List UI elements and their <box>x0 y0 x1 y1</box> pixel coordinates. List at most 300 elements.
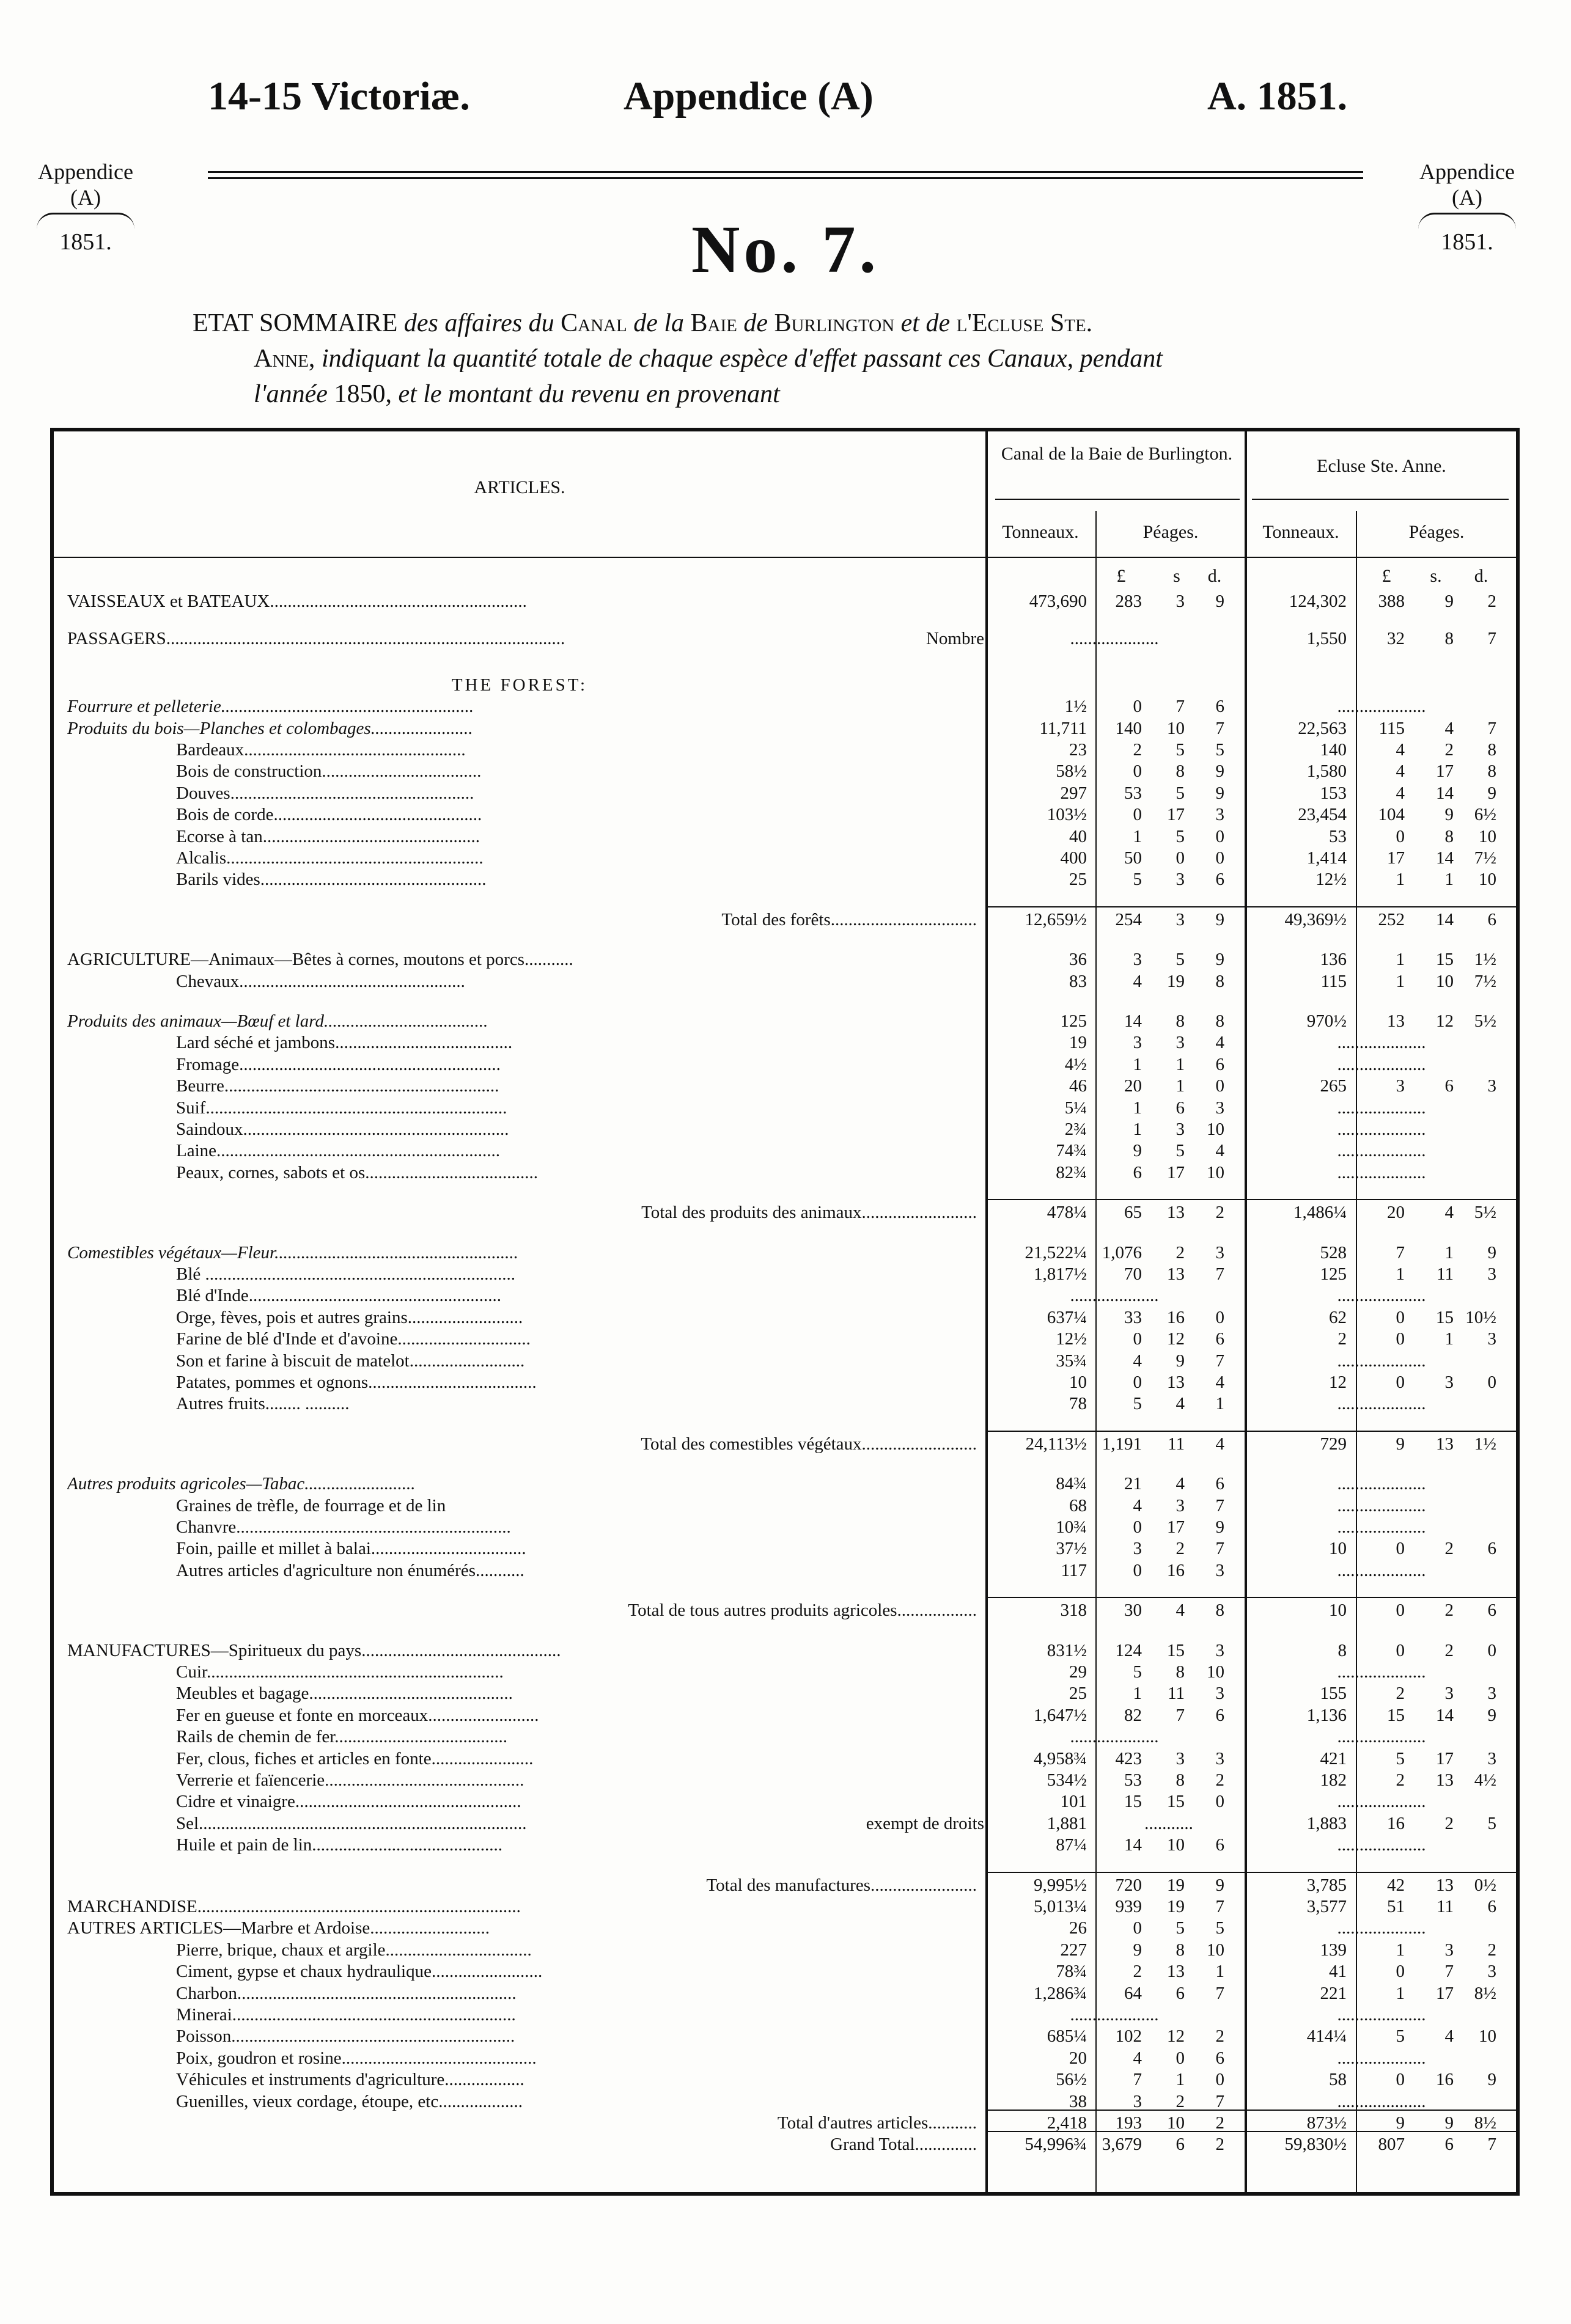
table-row <box>54 1264 1516 1286</box>
row-label: Verrerie et faïencerie............................................. <box>176 1770 524 1790</box>
cell-s2: 9 <box>1444 805 1454 825</box>
col-header-ecluse: Ecluse Ste. Anne. <box>1317 456 1446 476</box>
cell-t1: 4½ <box>1064 1054 1087 1074</box>
total-label: Total des comestibles végétaux.......................... <box>641 1434 977 1454</box>
cell-s1: 6 <box>1175 1983 1185 2003</box>
cell-s2: 15 <box>1436 1307 1454 1327</box>
cell-p2: 51 <box>1387 1897 1405 1916</box>
cell-dots-ecluse: .................... <box>1337 1517 1426 1537</box>
row-note: Nombre <box>925 629 984 649</box>
cell-p2: 0 <box>1396 1307 1405 1327</box>
cell-s2: 4 <box>1444 2026 1454 2047</box>
cell-s2: 9 <box>1444 2113 1454 2133</box>
table-row <box>54 1203 1516 1224</box>
intro-p1: ETAT SOMMAIRE <box>193 309 398 337</box>
cell-t1: 25 <box>1069 870 1087 890</box>
table-row <box>54 1055 1516 1076</box>
cell-d2: 7 <box>1487 629 1496 649</box>
cell-t2: 136 <box>1320 950 1347 970</box>
cell-p2: 7 <box>1396 1242 1405 1263</box>
section-heading: THE FOREST: <box>451 675 588 695</box>
cell-dots-ecluse: .................... <box>1337 1286 1426 1306</box>
cell-p1: 0 <box>1133 805 1142 825</box>
cell-d1: 7 <box>1215 1539 1224 1559</box>
cell-s1: 12 <box>1167 2026 1185 2047</box>
cell-s1: 11 <box>1168 1434 1185 1454</box>
table-row <box>54 1163 1516 1184</box>
cell-d2: 5½ <box>1474 1011 1496 1031</box>
cell-p1: 4 <box>1133 1495 1142 1516</box>
cell-d1: 6 <box>1215 1054 1224 1074</box>
cell-t1: 2,418 <box>1047 2113 1087 2133</box>
cell-s1: 13 <box>1167 1373 1185 1392</box>
table-row <box>54 675 1516 697</box>
table-row <box>54 1243 1516 1264</box>
cell-p2: 1 <box>1396 950 1405 970</box>
table-row <box>54 910 1516 931</box>
cell-p2: 9 <box>1396 2113 1405 2133</box>
cell-s2: 10 <box>1436 971 1454 991</box>
cell-s2: 2 <box>1444 1539 1454 1559</box>
cell-s2: 13 <box>1436 1875 1454 1895</box>
cell-d2: 3 <box>1487 1076 1496 1096</box>
table-row <box>54 1600 1516 1622</box>
cell-p1: 1 <box>1133 1054 1142 1074</box>
cell-p2: 0 <box>1396 1539 1405 1559</box>
cell-t1: 40 <box>1069 826 1087 846</box>
cell-p2: 0 <box>1396 1962 1405 1982</box>
cell-t2: 1,136 <box>1306 1705 1347 1725</box>
cell-t1: 82¾ <box>1056 1162 1087 1182</box>
table-row <box>54 1835 1516 1857</box>
cell-t1: 29 <box>1069 1662 1087 1682</box>
cell-s1: 3 <box>1175 1495 1185 1516</box>
cell-d2: 9 <box>1487 2070 1496 2090</box>
cell-t1: 46 <box>1069 1076 1087 1096</box>
cell-s1: 19 <box>1167 971 1185 991</box>
cell-s2: 13 <box>1436 1434 1454 1454</box>
cell-t2: 12½ <box>1315 870 1347 890</box>
cell-s2: 2 <box>1444 1600 1454 1621</box>
cell-s1: 15 <box>1167 1792 1185 1812</box>
cell-t1: 11,711 <box>1039 718 1087 738</box>
cell-s1: 3 <box>1175 1748 1185 1769</box>
table-row <box>54 1706 1516 1727</box>
table-row <box>54 1373 1516 1394</box>
cell-s1: 10 <box>1167 2113 1185 2133</box>
cell-d1: 6 <box>1215 870 1224 890</box>
row-note: exempt de droits <box>866 1813 984 1833</box>
cell-p2: 15 <box>1387 1705 1405 1725</box>
cell-d1: 9 <box>1215 761 1224 782</box>
cell-t1: 1,647½ <box>1034 1705 1087 1725</box>
cell-t1: 35¾ <box>1056 1351 1087 1371</box>
cell-p1: 2 <box>1133 1962 1142 1982</box>
cell-s1: 1 <box>1175 1054 1185 1074</box>
table-row <box>54 1962 1516 1983</box>
cell-d2: 5½ <box>1474 1203 1496 1223</box>
cell-p1: 1 <box>1133 1120 1142 1139</box>
cell-dots-ecluse: .................... <box>1337 1351 1426 1371</box>
cell-t2: 3,577 <box>1306 1897 1347 1916</box>
cell-p2: 2 <box>1396 1770 1405 1790</box>
cell-t1: 78 <box>1069 1394 1087 1414</box>
cell-t1: 1½ <box>1064 697 1087 717</box>
cell-d1: 6 <box>1215 1474 1224 1494</box>
cell-s1: 2 <box>1175 1242 1185 1263</box>
cell-s1: 7 <box>1175 697 1185 717</box>
table-row <box>54 972 1516 993</box>
cell-t1: 58½ <box>1056 761 1087 782</box>
cell-p1: 0 <box>1133 1918 1142 1938</box>
cell-t1: 103½ <box>1047 805 1087 825</box>
sidenote-right-line1: Appendice <box>1419 159 1515 184</box>
cell-s1: 5 <box>1175 1918 1185 1938</box>
cell-t2: 221 <box>1320 1983 1347 2003</box>
cell-d1: 0 <box>1215 848 1224 868</box>
sidenote-right-line2: (A) <box>1452 185 1482 210</box>
cell-p2: 1 <box>1396 1264 1405 1284</box>
col-header-articles: ARTICLES. <box>474 477 565 497</box>
header-center: Appendice (A) <box>624 74 874 119</box>
cell-t2: 53 <box>1329 826 1347 846</box>
cell-t2: 3,785 <box>1306 1875 1347 1895</box>
cell-dots-ecluse: .................... <box>1337 697 1426 717</box>
cell-dots-canal: .................... <box>1070 629 1159 649</box>
cell-t1: 400 <box>1060 848 1087 868</box>
cell-t2: 10 <box>1329 1539 1347 1559</box>
row-label: Poisson................................................................ <box>176 2026 515 2047</box>
cell-d1: 10 <box>1207 1662 1224 1682</box>
cell-p1: 423 <box>1115 1748 1142 1769</box>
cell-d1: 10 <box>1207 1940 1224 1960</box>
cell-s1: 13 <box>1167 1203 1185 1223</box>
cell-s1: 3 <box>1175 1033 1185 1053</box>
table-row <box>54 1662 1516 1684</box>
total-rule <box>985 1431 1516 1432</box>
cell-p1: 9 <box>1133 1141 1142 1161</box>
cell-t1: 685¼ <box>1047 2026 1087 2047</box>
cell-d1: 3 <box>1215 1098 1224 1118</box>
unit-s-ecluse: s. <box>1430 566 1442 586</box>
cell-t2: 1,550 <box>1306 629 1347 649</box>
cell-s2: 1 <box>1444 1242 1454 1263</box>
row-label: Poix, goudron et rosine............................................ <box>176 2048 537 2068</box>
cell-p2: 104 <box>1378 805 1405 825</box>
cell-s1: 5 <box>1175 1141 1185 1161</box>
cell-s2: 1 <box>1444 1329 1454 1349</box>
cell-s2: 7 <box>1444 1962 1454 1982</box>
intro-p13: 1850, <box>334 380 392 408</box>
cell-p1: 30 <box>1124 1600 1142 1621</box>
cell-t1: 318 <box>1060 1600 1087 1621</box>
cell-d1: 9 <box>1215 1875 1224 1895</box>
cell-d1: 0 <box>1215 826 1224 846</box>
table-row <box>54 1727 1516 1748</box>
table-row <box>54 719 1516 740</box>
cell-s2: 3 <box>1444 1373 1454 1392</box>
cell-dots-ecluse: .................... <box>1337 1662 1426 1682</box>
cell-p1: 720 <box>1115 1875 1142 1895</box>
cell-d2: 0½ <box>1474 1875 1496 1895</box>
cell-t1: 637¼ <box>1047 1307 1087 1327</box>
table-row <box>54 805 1516 826</box>
cell-s1: 11 <box>1168 1684 1185 1704</box>
cell-t1: 2¾ <box>1064 1120 1087 1139</box>
cell-dots-canal: .................... <box>1070 1286 1159 1306</box>
cell-p2: 0 <box>1396 1600 1405 1621</box>
cell-p1: 2 <box>1133 740 1142 760</box>
row-label: Peaux, cornes, sabots et os....................................... <box>176 1162 539 1182</box>
cell-d1: 4 <box>1215 1373 1224 1392</box>
cell-d1: 10 <box>1207 1120 1224 1139</box>
cell-dots-ecluse: .................... <box>1337 1098 1426 1118</box>
cell-s2: 4 <box>1444 1203 1454 1223</box>
cell-t2: 1,883 <box>1306 1813 1347 1833</box>
table-row <box>54 1076 1516 1098</box>
cell-t1: 117 <box>1061 1560 1087 1580</box>
cell-p1: 14 <box>1124 1011 1142 1031</box>
cell-d2: 6 <box>1487 1600 1496 1621</box>
cell-t2: 58 <box>1329 2070 1347 2090</box>
cell-s2: 17 <box>1436 1983 1454 2003</box>
cell-t1: 10¾ <box>1056 1517 1087 1537</box>
cell-d1: 0 <box>1215 1307 1224 1327</box>
cell-t1: 297 <box>1060 783 1087 803</box>
cell-t1: 534½ <box>1047 1770 1087 1790</box>
cell-t1: 1,881 <box>1047 1813 1087 1833</box>
row-label: Patates, pommes et ognons...................................... <box>176 1373 537 1392</box>
cell-s2: 12 <box>1436 1011 1454 1031</box>
sidenote-left-line1: Appendice <box>38 159 133 184</box>
intro-p2: des affaires du <box>403 309 554 337</box>
row-label: Huile et pain de lin........................................... <box>176 1835 503 1855</box>
cell-t1: 68 <box>1069 1495 1087 1516</box>
cell-s1: 3 <box>1175 1120 1185 1139</box>
cell-t1: 101 <box>1060 1792 1087 1812</box>
row-label: Fer, clous, fiches et articles en fonte....................... <box>176 1748 534 1769</box>
cell-p1: 53 <box>1124 783 1142 803</box>
table-row <box>54 950 1516 971</box>
table-row <box>54 1011 1516 1033</box>
cell-d1: 3 <box>1215 1684 1224 1704</box>
row-label: Farine de blé d'Inde et d'avoine.............................. <box>176 1329 531 1349</box>
intro-p8: et de <box>900 309 951 337</box>
cell-p2: 5 <box>1396 1748 1405 1769</box>
table-row <box>54 1474 1516 1495</box>
cell-s2: 4 <box>1444 718 1454 738</box>
cell-s1: 8 <box>1175 761 1185 782</box>
cell-s1: 3 <box>1175 909 1185 929</box>
cell-p1: 1,076 <box>1102 1242 1142 1263</box>
cell-d2: 8 <box>1487 761 1496 782</box>
cell-d2: 9 <box>1487 1242 1496 1263</box>
cell-dots-ecluse: .................... <box>1337 1141 1426 1161</box>
table-row <box>54 697 1516 718</box>
cell-dots-ecluse: .................... <box>1337 2048 1426 2068</box>
cell-d1: 9 <box>1215 592 1224 611</box>
table-row <box>54 1561 1516 1582</box>
cell-d1: 1 <box>1215 1394 1224 1414</box>
cell-p2: 252 <box>1378 909 1405 929</box>
cell-s2: 16 <box>1436 2070 1454 2090</box>
cell-d1: 6 <box>1215 1705 1224 1725</box>
cell-d1: 3 <box>1215 1242 1224 1263</box>
row-label: MANUFACTURES—Spiritueux du pays............................................. <box>67 1640 561 1660</box>
cell-t1: 38 <box>1069 2091 1087 2111</box>
cell-dots-ecluse: .................... <box>1337 2091 1426 2111</box>
cell-p1: 5 <box>1133 1662 1142 1682</box>
cell-t1: 227 <box>1060 1940 1087 1960</box>
cell-s1: 10 <box>1167 718 1185 738</box>
cell-p1: 0 <box>1133 761 1142 782</box>
cell-t1: 5,013¼ <box>1034 1897 1087 1916</box>
cell-t2: 59,830½ <box>1284 2135 1347 2155</box>
cell-t2: 265 <box>1320 1076 1347 1096</box>
cell-s2: 11 <box>1437 1264 1454 1284</box>
cell-d2: 10½ <box>1465 1307 1496 1327</box>
cell-p1: 1 <box>1133 826 1142 846</box>
cell-d1: 8 <box>1215 1011 1224 1031</box>
cell-p2: 0 <box>1396 1640 1405 1660</box>
cell-s2: 14 <box>1436 1705 1454 1725</box>
row-label: Beurre.............................................................. <box>176 1076 499 1096</box>
cell-p1: 82 <box>1124 1705 1142 1725</box>
unit-pound-ecluse: £ <box>1382 566 1391 586</box>
cell-p1: 50 <box>1124 848 1142 868</box>
cell-s1: 0 <box>1175 848 1185 868</box>
total-label: Total des manufactures........................ <box>706 1875 977 1895</box>
cell-d1: 1 <box>1215 1962 1224 1982</box>
cell-t2: 414¼ <box>1306 2026 1347 2047</box>
row-label: Barils vides................................................... <box>176 870 487 890</box>
cell-p2: 0 <box>1396 2070 1405 2090</box>
row-label: Minerai................................................................ <box>176 2005 516 2025</box>
table-row <box>54 1308 1516 1329</box>
cell-p1: 0 <box>1133 1329 1142 1349</box>
intro-p3: Canal <box>561 309 627 337</box>
cell-t1: 10 <box>1069 1373 1087 1392</box>
cell-s1: 10 <box>1167 1835 1185 1855</box>
cell-s2: 17 <box>1436 761 1454 782</box>
cell-p2: 807 <box>1378 2135 1405 2155</box>
cell-t1: 20 <box>1069 2048 1087 2068</box>
cell-t1: 36 <box>1069 950 1087 970</box>
cell-t2: 182 <box>1320 1770 1347 1790</box>
col-header-peages-ecluse: Péages. <box>1408 522 1465 542</box>
row-label: PASSAGERS.......................................................................................... <box>67 629 565 649</box>
intro-p12: l'année <box>254 380 328 408</box>
total-label: Total de tous autres produits agricoles.................. <box>628 1600 977 1621</box>
cell-s1: 3 <box>1175 870 1185 890</box>
cell-p1: 3,679 <box>1102 2135 1142 2155</box>
cell-d2: 7½ <box>1474 848 1496 868</box>
cell-d1: 5 <box>1215 1918 1224 1938</box>
table-row <box>54 761 1516 783</box>
cell-p2: 17 <box>1387 848 1405 868</box>
cell-d2: 10 <box>1479 870 1496 890</box>
table-row <box>54 1684 1516 1705</box>
row-label: Foin, paille et millet à balai................................... <box>176 1539 526 1559</box>
cell-p2: 1 <box>1396 1940 1405 1960</box>
cell-t2: 23,454 <box>1298 805 1347 825</box>
cell-dots-ecluse: .................... <box>1337 2005 1426 2025</box>
cell-d2: 7½ <box>1474 971 1496 991</box>
cell-p2: 4 <box>1396 740 1405 760</box>
table-row <box>54 1329 1516 1351</box>
row-label: Graines de trèfle, de fourrage et de lin <box>176 1495 446 1516</box>
cell-d1: 3 <box>1215 1748 1224 1769</box>
cell-d2: 9 <box>1487 1705 1496 1725</box>
row-label: Véhicules et instruments d'agriculture.................. <box>176 2070 524 2090</box>
cell-s2: 15 <box>1436 950 1454 970</box>
cell-d2: 3 <box>1487 1264 1496 1284</box>
table-row <box>54 1033 1516 1054</box>
unit-pound-canal: £ <box>1116 566 1126 586</box>
cell-p1: 0 <box>1133 1560 1142 1580</box>
cell-t2: 528 <box>1320 1242 1347 1263</box>
table-row <box>54 2048 1516 2070</box>
cell-t2: 155 <box>1320 1684 1347 1704</box>
cell-p1: 9 <box>1133 1940 1142 1960</box>
cell-p2: 9 <box>1396 1434 1405 1454</box>
table-row <box>54 1394 1516 1415</box>
header-rule-bottom <box>208 177 1363 179</box>
total-label: Total d'autres articles........... <box>777 2113 977 2133</box>
cell-p2: 2 <box>1396 1684 1405 1704</box>
cell-p2: 5 <box>1396 2026 1405 2047</box>
cell-s1: 4 <box>1175 1600 1185 1621</box>
intro-p10: Anne, <box>254 345 315 373</box>
intro-p7: Burlington <box>774 309 895 337</box>
cell-p1: 3 <box>1133 2091 1142 2111</box>
cell-d2: 4½ <box>1474 1770 1496 1790</box>
cell-d2: 9 <box>1487 783 1496 803</box>
cell-p2: 16 <box>1387 1813 1405 1833</box>
cell-t1: 23 <box>1069 740 1087 760</box>
cell-s1: 13 <box>1167 1962 1185 1982</box>
cell-p1: 6 <box>1133 1162 1142 1182</box>
table-row <box>54 592 1516 613</box>
cell-s1: 19 <box>1167 1897 1185 1916</box>
cell-d1: 0 <box>1215 1792 1224 1812</box>
table-row <box>54 1496 1516 1517</box>
row-label: AUTRES ARTICLES—Marbre et Ardoise........................... <box>67 1918 490 1938</box>
cell-t1: 78¾ <box>1056 1962 1087 1982</box>
cell-p1: 4 <box>1133 971 1142 991</box>
cell-s2: 3 <box>1444 1684 1454 1704</box>
row-label: Blé ...................................................................... <box>176 1264 516 1284</box>
cell-d2: 3 <box>1487 1329 1496 1349</box>
cell-d1: 10 <box>1207 1162 1224 1182</box>
cell-d2: 10 <box>1479 826 1496 846</box>
cell-p1: 33 <box>1124 1307 1142 1327</box>
cell-p2: 13 <box>1387 1011 1405 1031</box>
unit-d-ecluse: d. <box>1474 566 1488 586</box>
cell-d2: 6 <box>1487 1897 1496 1916</box>
row-label: Guenilles, vieux cordage, étoupe, etc................... <box>176 2091 523 2111</box>
cell-s1: 6 <box>1175 2135 1185 2155</box>
cell-s1: 5 <box>1175 826 1185 846</box>
cell-d1: 0 <box>1215 1076 1224 1096</box>
cell-t2: 873½ <box>1306 2113 1347 2133</box>
cell-t2: 41 <box>1329 1962 1347 1982</box>
cell-d2: 8½ <box>1474 2113 1496 2133</box>
table-row <box>54 2005 1516 2026</box>
cell-d2: 6½ <box>1474 805 1496 825</box>
cell-dots-canal: .................... <box>1070 2005 1159 2025</box>
row-label: Suif.................................................................... <box>176 1098 507 1118</box>
